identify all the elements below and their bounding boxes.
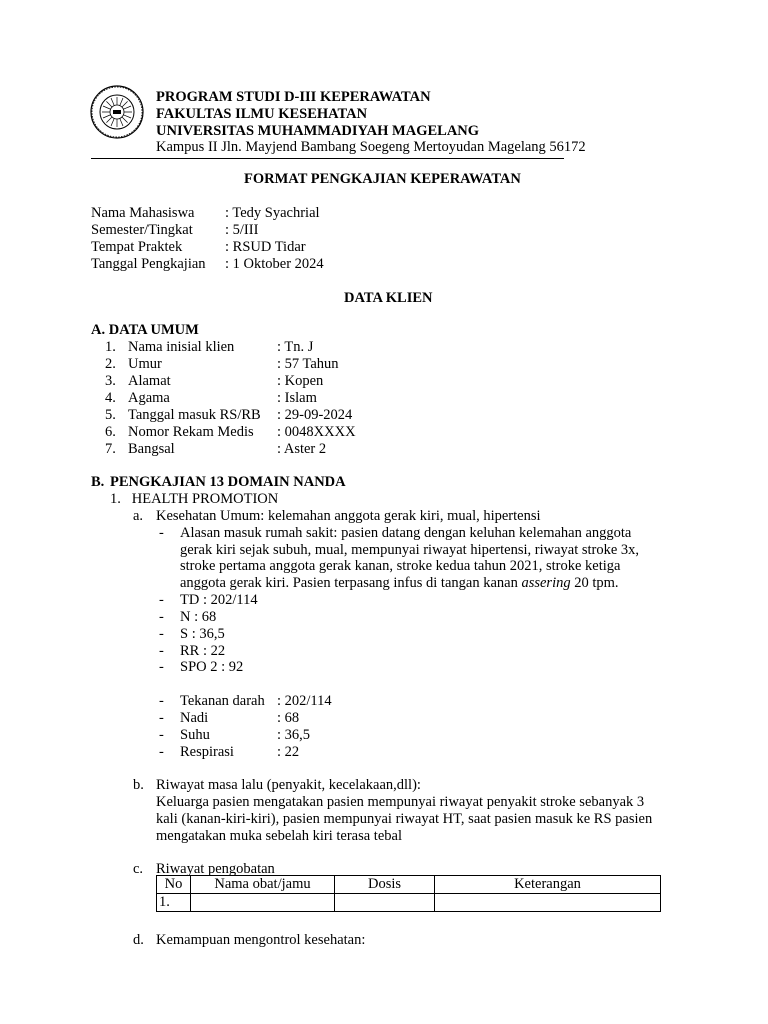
list-value: : Aster 2 (277, 441, 327, 457)
table-row (157, 894, 661, 912)
dash: - (159, 744, 164, 760)
list-value: : 0048XXXX (277, 424, 356, 440)
header-program: PROGRAM STUDI D-III KEPERAWATAN (156, 89, 431, 105)
dash: - (159, 710, 164, 726)
table-cell (191, 894, 335, 912)
vital-label: Respirasi (180, 744, 234, 760)
dash: - (159, 592, 164, 608)
list-number: 6. (105, 424, 116, 440)
item-a-label: a. (133, 508, 144, 524)
vital-short: S : 36,5 (180, 626, 225, 642)
table-header-cell: No (157, 876, 191, 894)
vital-short: N : 68 (180, 609, 217, 625)
list-label: Nama inisial klien (128, 339, 235, 355)
medication-table (156, 875, 661, 912)
table-header-row (157, 876, 661, 894)
item-b-title: Riwayat masa lalu (penyakit, kecelakaan,dll): (156, 777, 421, 793)
student-label: Semester/Tingkat (91, 222, 193, 238)
pengkajian-heading: PENGKAJIAN 13 DOMAIN NANDA (110, 474, 346, 490)
alasan-text-end: 20 tpm. (570, 575, 619, 591)
item-b-line: mengatakan muka sebelah kiri terasa tebal (156, 828, 402, 844)
student-label: Nama Mahasiswa (91, 205, 195, 221)
alasan-line: stroke pertama anggota gerak kanan, stroke kedua tahun 2021, stroke ketiga (180, 558, 621, 574)
health-promotion-heading: 1. HEALTH PROMOTION (110, 491, 279, 507)
list-label: Alamat (128, 373, 171, 389)
vital-label: Suhu (180, 727, 210, 743)
student-value: : RSUD Tidar (225, 239, 306, 255)
dash: - (159, 525, 164, 541)
vital-label: Nadi (180, 710, 209, 726)
student-label: Tempat Praktek (91, 239, 183, 255)
student-label: Tanggal Pengkajian (91, 256, 206, 272)
item-b-line: Keluarga pasien mengatakan pasien mempunyai riwayat penyakit stroke sebanyak 3 (156, 794, 645, 810)
list-value: : 29-09-2024 (277, 407, 353, 423)
table-header-cell: Dosis (335, 876, 435, 894)
alasan-text: anggota gerak kiri. Pasien terpasang infus di tangan kanan (180, 575, 522, 591)
table-header-cell: Nama obat/jamu (191, 876, 335, 894)
list-number: 2. (105, 356, 116, 372)
data-umum-heading: A. DATA UMUM (91, 322, 199, 338)
student-value: : Tedy Syachrial (225, 205, 320, 221)
student-value: : 5/III (225, 222, 259, 238)
item-a-text: Kesehatan Umum: kelemahan anggota gerak kiri, mual, hipertensi (156, 508, 541, 524)
list-number: 5. (105, 407, 116, 423)
alasan-line: gerak kiri sejak subuh, mual, mempunyai riwayat hipertensi, riwayat stroke 3x, (180, 542, 640, 558)
list-label: Nomor Rekam Medis (128, 424, 254, 440)
document-title: FORMAT PENGKAJIAN KEPERAWATAN (244, 171, 521, 187)
student-value: : 1 Oktober 2024 (225, 256, 324, 272)
item-b-label: b. (133, 777, 144, 793)
vital-value: : 22 (277, 744, 300, 760)
pengkajian-number: B. (91, 474, 105, 490)
dash: - (159, 727, 164, 743)
list-label: Umur (128, 356, 162, 372)
header-divider (91, 158, 564, 159)
vital-short: SPO 2 : 92 (180, 659, 244, 675)
vital-value: : 202/114 (277, 693, 332, 709)
alasan-italic: assering (521, 575, 571, 591)
item-d-title: Kemampuan mengontrol kesehatan: (156, 932, 366, 948)
vital-short: TD : 202/114 (180, 592, 258, 608)
dash: - (159, 659, 164, 675)
list-label: Tanggal masuk RS/RB (128, 407, 261, 423)
item-b-line: kali (kanan-kiri-kiri), pasien mempunyai riwayat HT, saat pasien masuk ke RS pasien (156, 811, 653, 827)
list-number: 4. (105, 390, 116, 406)
list-value: : Kopen (277, 373, 324, 389)
header-faculty: FAKULTAS ILMU KESEHATAN (156, 106, 368, 122)
table-cell (335, 894, 435, 912)
dash: - (159, 626, 164, 642)
item-c-title: Riwayat pengobatan (156, 861, 275, 877)
alasan-line: Alasan masuk rumah sakit: pasien datang dengan keluhan kelemahan anggota (180, 525, 632, 541)
dash: - (159, 693, 164, 709)
vital-value: : 36,5 (277, 727, 311, 743)
dash: - (159, 643, 164, 659)
header-address: Kampus II Jln. Mayjend Bambang Soegeng Mertoyudan Magelang 56172 (156, 139, 586, 155)
list-number: 3. (105, 373, 116, 389)
section-title: DATA KLIEN (344, 290, 433, 306)
item-c-label: c. (133, 861, 144, 877)
vital-value: : 68 (277, 710, 300, 726)
item-d-label: d. (133, 932, 144, 948)
vital-label: Tekanan darah (180, 693, 265, 709)
dash: - (159, 609, 164, 625)
table-cell (435, 894, 661, 912)
list-label: Bangsal (128, 441, 175, 457)
vital-short: RR : 22 (180, 643, 226, 659)
table-header-cell: Keterangan (435, 876, 661, 894)
table-cell: 1. (157, 894, 191, 912)
list-number: 7. (105, 441, 116, 457)
list-label: Agama (128, 390, 170, 406)
university-logo (90, 85, 144, 139)
header-university: UNIVERSITAS MUHAMMADIYAH MAGELANG (156, 123, 480, 139)
list-value: : Tn. J (277, 339, 314, 355)
list-value: : 57 Tahun (277, 356, 339, 372)
list-number: 1. (105, 339, 116, 355)
list-value: : Islam (277, 390, 317, 406)
alasan-line-last (180, 575, 619, 592)
